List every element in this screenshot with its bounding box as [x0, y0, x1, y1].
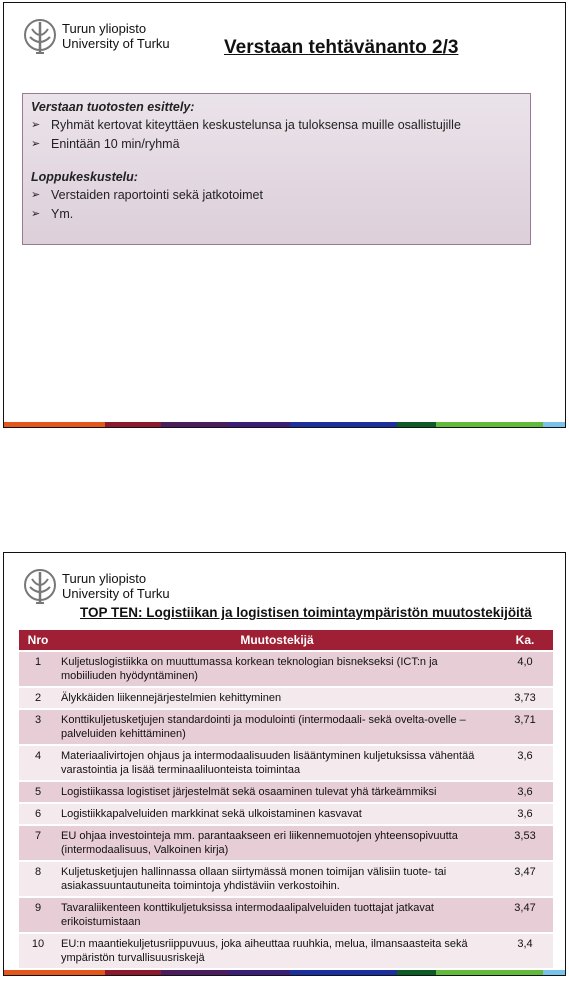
logo-line-2: University of Turku	[62, 586, 170, 601]
arrow-bullet-icon: ➢	[31, 189, 41, 201]
slide-2-footer-bar	[4, 970, 565, 975]
logo-line-1: Turun yliopisto	[62, 571, 147, 586]
cell-nro: 7	[19, 826, 57, 860]
university-emblem-icon	[22, 567, 58, 607]
slide-1-footer-bar	[4, 422, 565, 427]
section-2-item: ➢ Verstaiden raportointi sekä jatkotoimet	[31, 188, 263, 202]
table-row	[19, 862, 553, 896]
cell-nro: 2	[19, 688, 57, 708]
table-row	[19, 710, 553, 744]
cell-ka: 3,4	[497, 934, 553, 968]
cell-text: Konttikuljetusketjujen standardointi ja modulointi (intermodaali- sekä ovelta-ovelle –palveluiden kehittäminen)	[57, 710, 497, 744]
column-header-nro: Nro	[19, 630, 57, 650]
cell-ka: 3,47	[497, 862, 553, 896]
cell-nro: 6	[19, 804, 57, 824]
table-row	[19, 804, 553, 824]
table-header-row	[19, 630, 553, 650]
cell-ka: 3,47	[497, 898, 553, 932]
cell-ka: 3,53	[497, 826, 553, 860]
cell-nro: 5	[19, 782, 57, 802]
cell-ka: 3,71	[497, 710, 553, 744]
arrow-bullet-icon: ➢	[31, 208, 41, 220]
table-row	[19, 746, 553, 780]
cell-nro: 10	[19, 934, 57, 968]
column-header-ka: Ka.	[497, 630, 553, 650]
cell-ka: 3,73	[497, 688, 553, 708]
cell-nro: 3	[19, 710, 57, 744]
cell-text: Älykkäiden liikennejärjestelmien kehittyminen	[57, 688, 497, 708]
cell-text: Logistiikkapalveluiden markkinat sekä ulkoistaminen kasvavat	[57, 804, 497, 824]
cell-ka: 3,6	[497, 746, 553, 780]
slide-1-title: Verstaan tehtävänanto 2/3	[224, 37, 459, 58]
table-row	[19, 934, 553, 968]
slide-1-content-box	[22, 93, 531, 245]
slide-1	[3, 2, 566, 428]
university-emblem-icon	[22, 17, 58, 57]
table-row	[19, 898, 553, 932]
slide-2	[3, 552, 566, 976]
cell-text: EU ohjaa investointeja mm. parantaakseen eri liikennemuotojen yhteensopivuutta (intermodaalisuus, Valkoinen kirja)	[57, 826, 497, 860]
cell-ka: 4,0	[497, 652, 553, 686]
cell-ka: 3,6	[497, 804, 553, 824]
slide-2-title: TOP TEN: Logistiikan ja logistisen toimintaympäristön muutostekijöitä	[80, 605, 532, 620]
logo-line-1: Turun yliopisto	[62, 21, 147, 36]
cell-nro: 9	[19, 898, 57, 932]
cell-text: EU:n maantiekuljetusriippuvuus, joka aiheuttaa ruuhkia, melua, ilmansaasteita sekä ympäristön turvallisuusriskejä	[57, 934, 497, 968]
cell-text: Tavaraliikenteen konttikuljetuksissa intermodaalipalveluiden tuottajat jatkavat erikoistumistaan	[57, 898, 497, 932]
arrow-bullet-icon: ➢	[31, 119, 41, 131]
cell-text: Logistiikassa logistiset järjestelmät sekä osaaminen tulevat yhä tärkeämmiksi	[57, 782, 497, 802]
logo-line-2: University of Turku	[62, 36, 170, 51]
top-ten-table	[19, 628, 553, 970]
cell-nro: 4	[19, 746, 57, 780]
table-row	[19, 826, 553, 860]
cell-text: Materiaalivirtojen ohjaus ja intermodaalisuuden lisääntyminen kuljetuksissa vähentää varastointia ja lisää terminaaliluonteista toimintaa	[57, 746, 497, 780]
cell-ka: 3,6	[497, 782, 553, 802]
cell-text: Kuljetuslogistiikka on muuttumassa korkean teknologian bisnekseksi (ICT:n ja mobiiliuden hyödyntäminen)	[57, 652, 497, 686]
arrow-bullet-icon: ➢	[31, 138, 41, 150]
section-1-item: ➢ Enintään 10 min/ryhmä	[31, 137, 180, 151]
section-2-item: ➢ Ym.	[31, 207, 74, 221]
university-logo	[22, 17, 182, 61]
cell-nro: 1	[19, 652, 57, 686]
section-1-item: ➢ Ryhmät kertovat kiteyttäen keskustelunsa ja tuloksensa muille osallistujille	[31, 118, 461, 132]
table-row	[19, 652, 553, 686]
cell-nro: 8	[19, 862, 57, 896]
table-row	[19, 688, 553, 708]
section-2-heading: Loppukeskustelu:	[31, 170, 138, 184]
column-header-muutostekija: Muutostekijä	[57, 630, 497, 650]
cell-text: Kuljetusketjujen hallinnassa ollaan siirtymässä monen toimijan välisiin tuote- tai asiakassuuntautuneita toimintoja yhdistäviin verkostoihin.	[57, 862, 497, 896]
section-1-heading: Verstaan tuotosten esittely:	[31, 100, 195, 114]
table-row	[19, 782, 553, 802]
